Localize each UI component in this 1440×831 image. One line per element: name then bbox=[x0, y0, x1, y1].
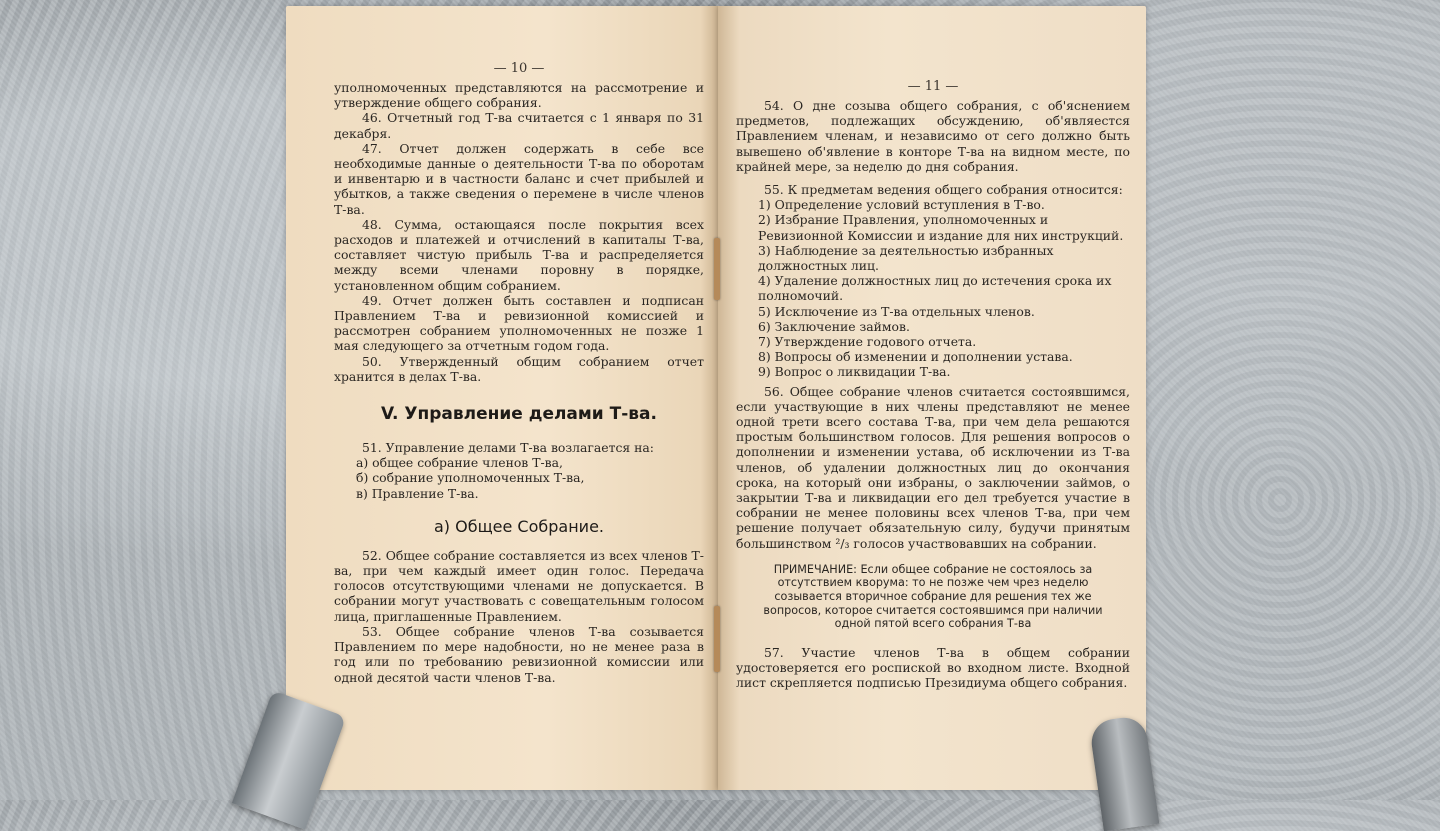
section-heading: V. Управление делами Т-ва. bbox=[381, 404, 657, 425]
metal-clip-right bbox=[1089, 715, 1160, 831]
paragraph-47: 47. Отчет должен содержать в себе все необходимые данные о деятельности Т-ва по оборотам и инвентарю и в частности баланс и счет прибылей и убытков, а также сведения о перемене в числе членов Т-ва. bbox=[334, 140, 704, 217]
right-page bbox=[718, 6, 1146, 790]
list-item: 7) Утверждение годового отчета. bbox=[758, 334, 977, 350]
list-item: 2) Избрание Правления, уполномоченных и Ревизионной Комиссии и издание для них инструкций. bbox=[758, 212, 1124, 243]
staple-top bbox=[714, 238, 720, 300]
paragraph-48: 48. Сумма, остающаяся после покрытия всех расходов и платежей и отчислений в капиталы Т-ва, составляет чистую прибыль Т-ва и распределяется между всеми членами поровну в порядке, установленном общим собранием. bbox=[334, 216, 704, 293]
list-item: 8) Вопросы об изменении и дополнении устава. bbox=[758, 349, 1073, 365]
metal-clip-left bbox=[232, 690, 346, 829]
list-item: б) собрание уполномоченных Т-ва, bbox=[356, 470, 585, 486]
page-number-right: — 11 — bbox=[907, 79, 959, 94]
subsection-heading: а) Общее Собрание. bbox=[433, 516, 604, 536]
list-item: 5) Исключение из Т-ва отдельных членов. bbox=[758, 303, 1035, 319]
paragraph-45-end: уполномоченных представляются на рассмотрение и утверждение общего собрания. bbox=[334, 80, 704, 111]
paragraph-51: 51. Управление делами Т-ва возлагается на: bbox=[362, 440, 654, 456]
paragraph-53: 53. Общее собрание членов Т-ва созывается Правлением по мере надобности, но не менее раза в год или по требованию ревизионной комиссии или одной десятой части членов Т-ва. bbox=[334, 623, 704, 685]
left-page bbox=[286, 6, 718, 790]
list-item: 6) Заключение займов. bbox=[758, 318, 910, 334]
paragraph-57: 57. Участие членов Т-ва в общем собрании удостоверяется его роспиской во входном листе. Входной лист скрепляется подписью Президиума общего собрания. bbox=[736, 644, 1130, 691]
paragraph-49: 49. Отчет должен быть составлен и подписан Правлением Т-ва и ревизионной комиссией и рассмотрен собранием уполномоченных не позже 1 мая следующего за отчетным годом года. bbox=[334, 292, 704, 354]
staple-bottom bbox=[714, 606, 720, 672]
note: ПРИМЕЧАНИЕ: Если общее собрание не состоялось за отсутствием кворума: то не позже чем чрез неделю созывается вторичное собрание для решения тех же вопросов, которое считается состоявшимся при наличии одной пятой всего собрания Т-ва bbox=[763, 562, 1103, 631]
paragraph-54: 54. О дне созыва общего собрания, с об'яснением предметов, подлежащих обсуждению, об'являестся Правлением членам, и независимо от сего должно быть вывешено об'явление в конторе Т-ва на видном месте, по крайней мере, за неделю до дня собрания. bbox=[736, 98, 1130, 174]
paragraph-50: 50. Утвержденный общим собранием отчет хранится в делах Т-ва. bbox=[334, 353, 704, 384]
page-number-left: — 10 — bbox=[493, 61, 545, 76]
list-item: 1) Определение условий вступления в Т-во. bbox=[758, 197, 1045, 213]
list-item: 4) Удаление должностных лиц до истечения срока их полномочий. bbox=[758, 273, 1112, 304]
list-item: в) Правление Т-ва. bbox=[356, 485, 479, 501]
list-item: 9) Вопрос о ликвидации Т-ва. bbox=[758, 364, 951, 380]
paragraph-52: 52. Общее собрание составляется из всех членов Т-ва, при чем каждый имеет один голос. Передача голосов отсутствующими членами не допускается. В собрании могут участвовать с совещательным голосом лица, приглашенные Правлением. bbox=[334, 547, 704, 624]
list-55 bbox=[736, 197, 1130, 379]
list-item: а) общее собрание членов Т-ва, bbox=[356, 455, 563, 471]
paragraph-56: 56. Общее собрание членов считается состоявшимся, если участвующие в них члены представляют не менее одной трети всего состава Т-ва, при чем дела решаются простым большинством голосов. Для решения вопросов о дополнении и изменении устава, об исключении из Т-ва членов, об удалении должностных лиц до окончания срока, на который они избраны, о заключении займов, о закрытии Т-ва и ликвидации его дел требуется участие в собрании не менее половины всех членов Т-ва, при чем решение получает обязательную силу, будучи принятым большинством ²/₃ голосов участвовавших на собрании. bbox=[736, 383, 1130, 551]
open-booklet bbox=[286, 6, 1146, 790]
list-item: 3) Наблюдение за деятельностью избранных должностных лиц. bbox=[758, 242, 1054, 274]
paragraph-46: 46. Отчетный год Т-ва считается с 1 января по 31 декабря. bbox=[334, 110, 704, 141]
paragraph-55: 55. К предметам ведения общего собрания относится: bbox=[764, 182, 1123, 198]
list-51 bbox=[334, 455, 704, 501]
